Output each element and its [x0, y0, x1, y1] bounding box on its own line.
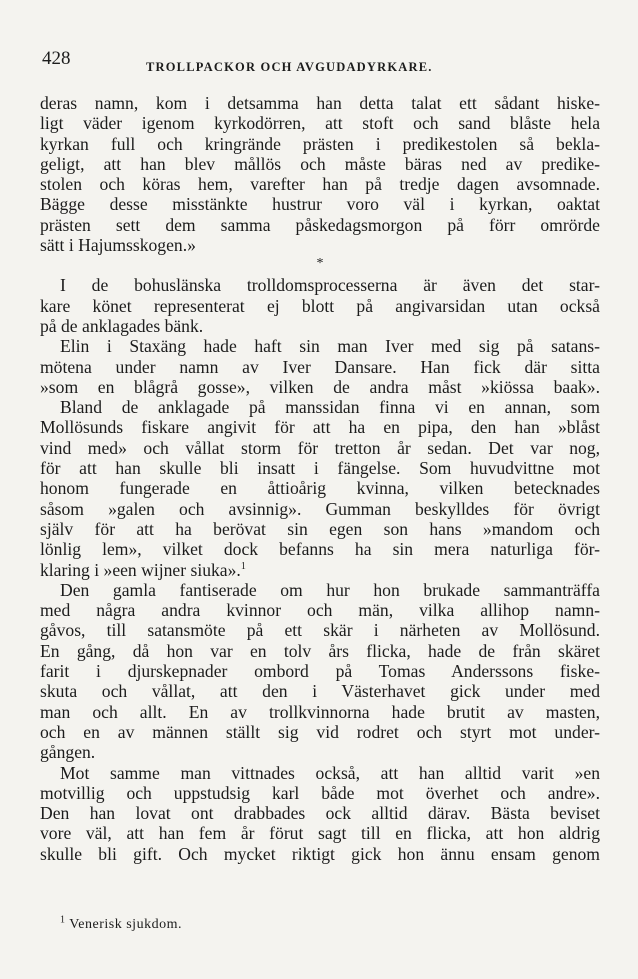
- text-line: kare könet representerat ej blott på angivarsidan utan också: [40, 295, 600, 316]
- text-line: på de anklagades bänk.: [40, 315, 204, 336]
- text-line: prästen sett dem samma påskedagsmorgon på förr omrörde: [40, 214, 600, 235]
- text-line: man och allt. En av trollkvinnorna hade brutit av masten,: [40, 701, 600, 722]
- text-line: ligt väder igenom kyrkodörren, att stoft och sand blåste hela: [40, 113, 600, 134]
- text-line: skuta och vållat, att den i Västerhavet gick under med: [40, 681, 600, 702]
- text-line: »som en blågrå gosse», vilken de andra måst »kiössa baak».: [40, 376, 600, 397]
- footnote-text: Venerisk sjukdom.: [69, 917, 182, 932]
- text-line: motvillig och uppstudsig karl både mot överhet och andre».: [40, 782, 600, 803]
- text-line: klaring i »een wijner siuka».: [40, 559, 241, 580]
- text-line: lönlig lem», vilket dock befanns ha sin mera naturliga för-: [40, 539, 600, 560]
- body-text: [40, 93, 600, 864]
- text-line: skulle bli gift. Och mycket riktigt gick hon ännu ensam genom: [40, 843, 600, 864]
- text-line: Elin i Staxäng hade haft sin man Iver med sig på satans-: [60, 336, 600, 357]
- text-line: vore väl, att han fem år förut sagt till en flicka, att hon aldrig: [40, 823, 600, 844]
- text-line: Bägge desse misstänkte hustrur voro väl i kyrkan, oaktat: [40, 194, 600, 215]
- text-line: Den gamla fantiserade om hur hon brukade sammanträffa: [60, 579, 600, 600]
- text-line: En gång, då hon var en tolv års flicka, hade de från skäret: [40, 640, 600, 661]
- footnote-reference: 1: [240, 560, 246, 572]
- text-line: själv för att ha berövat sin egen son hans »mandom och: [40, 518, 600, 539]
- text-line: kyrkan full och kringrände prästen i predikestolen så bekla-: [40, 133, 600, 154]
- footnote: [60, 914, 182, 933]
- text-line: geligt, att han blev mållös och måste bäras ned av predike-: [40, 153, 600, 174]
- section-separator: *: [316, 256, 324, 272]
- running-title: TROLLPACKOR OCH AVGUDADYRKARE.: [146, 60, 433, 74]
- text-line: I de bohuslänska trolldomsprocesserna är även det star-: [60, 275, 600, 296]
- text-line: farit i djurskepnader ombord på Tomas Anderssons fiske-: [40, 661, 600, 682]
- text-line: med några andra kvinnor och män, vilka allihop namn-: [40, 600, 600, 621]
- text-line: vind med» och vållat storm för tretton år sedan. Det var nog,: [40, 437, 600, 458]
- text-line: sätt i Hajumsskogen.»: [40, 235, 196, 256]
- page-header: [40, 48, 600, 78]
- text-line: honom fungerade en åttioårig kvinna, vilken betecknades: [40, 478, 600, 499]
- text-line: mötena under namn av Iver Dansare. Han fick där sitta: [40, 356, 600, 377]
- text-line: gången.: [40, 742, 96, 763]
- text-line: för att han skulle bli insatt i fängelse. Som huvudvittne mot: [40, 458, 600, 479]
- text-line: Mot samme man vittnades också, att han alltid varit »en: [60, 762, 600, 783]
- text-line: Den han lovat ont drabbades ock alltid därav. Bästa beviset: [40, 803, 600, 824]
- text-line: gåvos, till satansmöte på ett skär i närheten av Mollösund.: [40, 620, 600, 641]
- text-line: såsom »galen och avsinnig». Gumman beskylldes för övrigt: [40, 498, 600, 519]
- text-line: Bland de anklagade på manssidan finna vi en annan, som: [60, 397, 600, 418]
- page-number: 428: [42, 48, 71, 69]
- text-line: deras namn, kom i detsamma han detta talat ett sådant hiske-: [40, 93, 600, 113]
- text-line-with-footnote: [40, 560, 600, 580]
- text-line: stolen och köras hem, varefter han på tredje dagen avsomnade.: [40, 174, 600, 195]
- text-line: och en av männen ställt sig vid rodret och styrt mot under-: [40, 721, 600, 742]
- text-line: Mollösunds fiskare angivit för att ha en pipa, den han »blåst: [40, 417, 600, 438]
- footnote-marker: 1: [60, 914, 66, 926]
